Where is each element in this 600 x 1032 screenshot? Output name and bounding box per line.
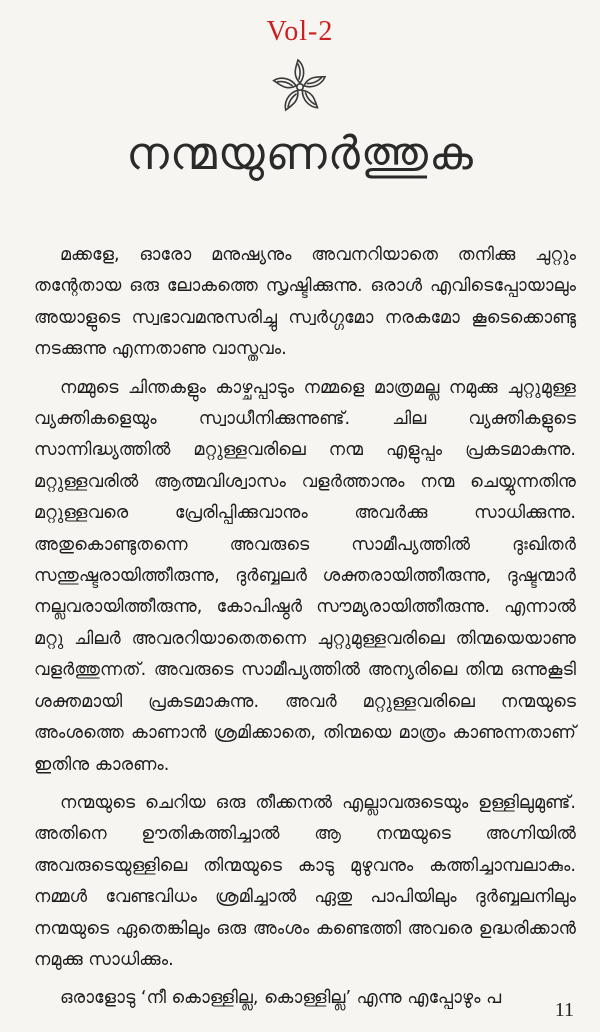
page-number: 11	[554, 999, 574, 1021]
paragraph: നന്മയുടെ ചെറിയ ഒരു തീക്കനൽ എല്ലാവരുടെയും ഉള്ളിലുമുണ്ട്. അതിനെ ഊതികത്തിച്ചാൽ ആ നന്മയുടെ അഗ്നിയിൽ അവരുടെയുള്ളിലെ തിന്മയുടെ കാടു മുഴുവനും കത്തിച്ചാമ്പലാകും. നമ്മൾ വേണ്ടവിധം ശ്രമിച്ചാൽ ഏതു പാപിയിലും ദുർബ്ബലനിലും നന്മയുടെ ഏതെങ്കിലും ഒരു അംശം കണ്ടെത്തി അവരെ ഉദ്ധരിക്കാൻ നമുക്കു സാധിക്കും.	[34, 792, 576, 970]
paragraph: ഒരാളോടു ‘നീ കൊള്ളില്ല, കൊള്ളില്ല’ എന്നു എപ്പോഴും പ	[60, 988, 502, 1009]
volume-label: Vol-2	[266, 16, 334, 47]
chapter-title: നന്മയുണർത്തുക	[126, 126, 474, 180]
body-text	[34, 240, 576, 1022]
floral-ornament-icon	[262, 56, 338, 118]
paragraph: നമ്മുടെ ചിന്തകളും കാഴ്ചപ്പാടും നമ്മളെ മാത്രമല്ല നമുക്കു ചുറ്റുമുള്ള വ്യക്തികളെയും സ്വാധീനിക്കുന്നുണ്ട്. ചില വ്യക്തികളുടെ സാന്നിദ്ധ്യത്തിൽ മറ്റുള്ളവരിലെ നന്മ എളുപ്പം പ്രകടമാകുന്നു. മറ്റുള്ളവരിൽ ആത്മവിശ്വാസം വളർത്താനും നന്മ ചെയ്യുന്നതിനു മറ്റുള്ളവരെ പ്രേരിപ്പിക്കുവാനും അവർക്കു സാധിക്കുന്നു. അതുകൊണ്ടുതന്നെ അവരുടെ സാമീപ്യത്തിൽ ദുഃഖിതർ സന്തുഷ്ടരായിത്തീരുന്നു, ദുർബ്ബലർ ശക്തരായിത്തീരുന്നു, ദുഷ്ടന്മാർ നല്ലവരായിത്തീരുന്നു, കോപിഷ്ഠർ സൗമ്യരായിത്തീരുന്നു. എന്നാൽ മറ്റു ചിലർ അവരറിയാതെതന്നെ ചുറ്റുമുള്ളവരിലെ തിന്മയെയാണു വളർത്തുന്നത്. അവരുടെ സാമീപ്യത്തിൽ അന്യരിലെ തിന്മ ഒന്നുകൂടി ശക്തമായി പ്രകടമാകുന്നു. അവർ മറ്റുള്ളവരിലെ നന്മയുടെ അംശത്തെ കാണാൻ ശ്രമിക്കാതെ, തിന്മയെ മാത്രം കാണുന്നതാണ് ഇതിനു കാരണം.	[34, 377, 576, 775]
paragraph: മക്കളേ, ഓരോ മനുഷ്യനും അവനറിയാതെ തനിക്കു ചുറ്റും തന്റേതായ ഒരു ലോകത്തെ സൃഷ്ടിക്കുന്നു. ഒരാൾ എവിടെപ്പോയാലും അയാളുടെ സ്വഭാവമനുസരിച്ചു സ്വർഗ്ഗമോ നരകമോ കൂടെക്കൊണ്ടു നടക്കുന്നു എന്നതാണു വാസ്തവം.	[34, 245, 576, 360]
